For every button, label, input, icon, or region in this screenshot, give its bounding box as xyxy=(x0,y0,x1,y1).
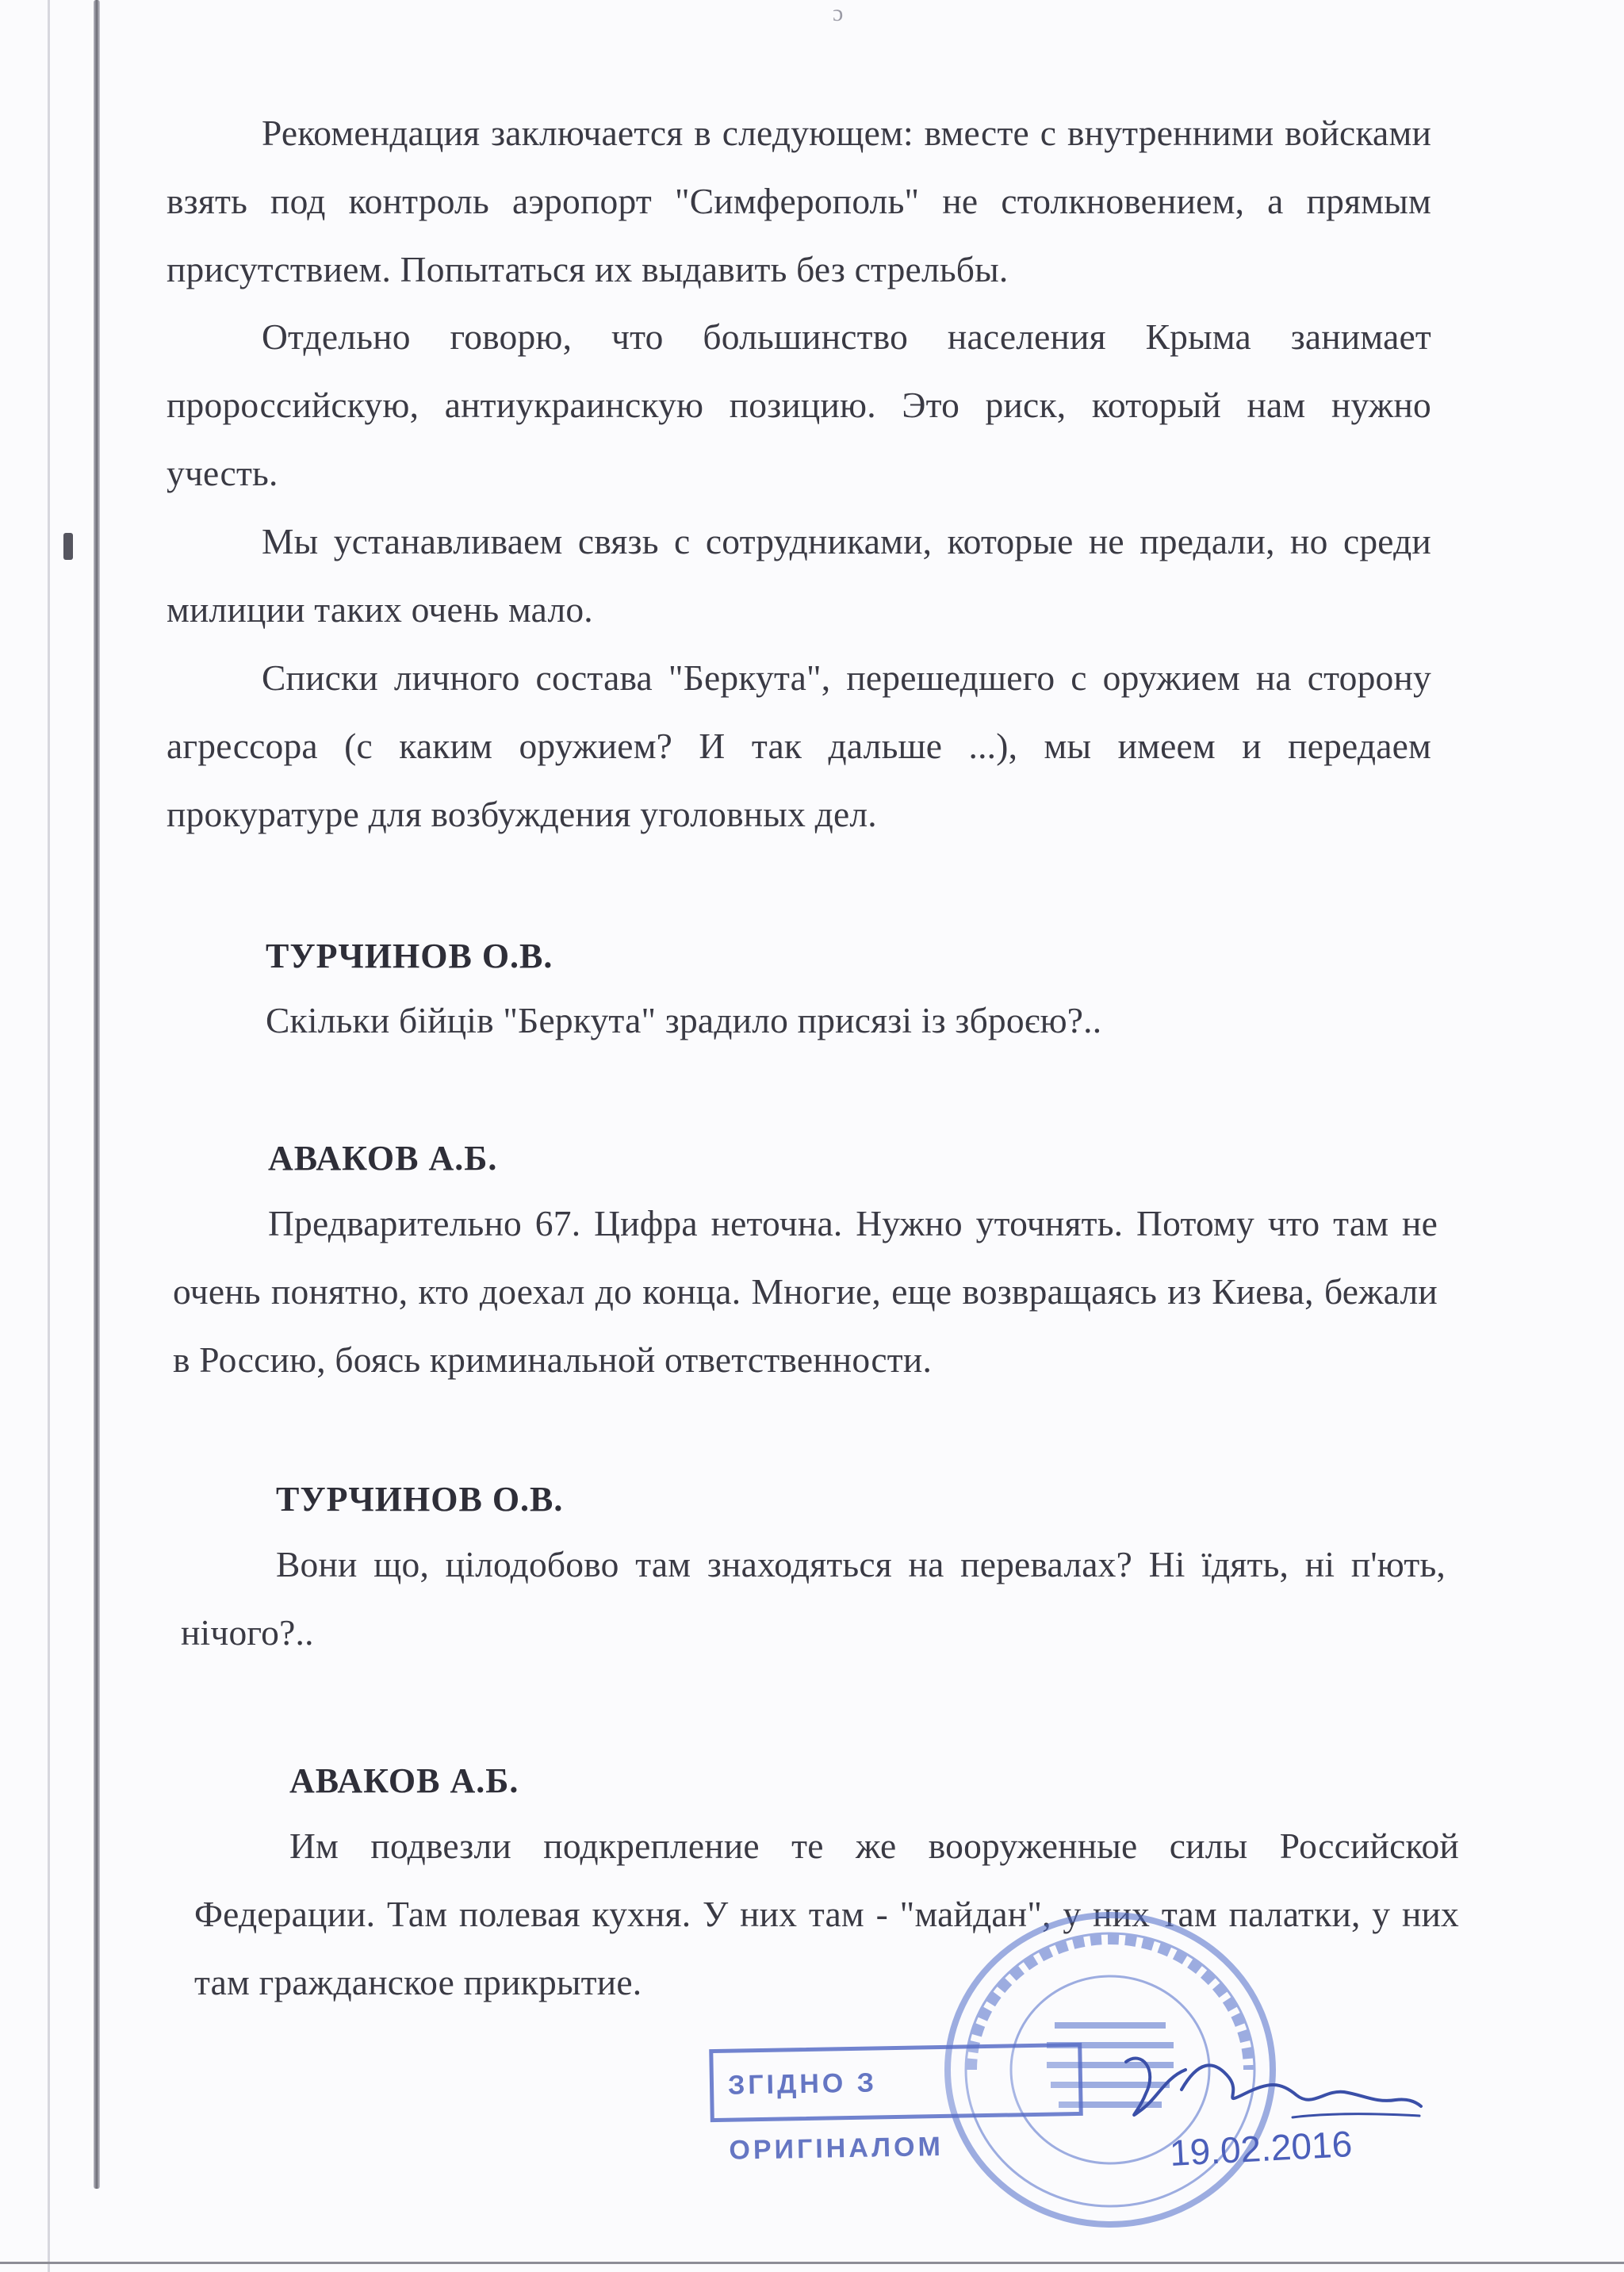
speech-avakov: Предварительно 67. Цифра неточна. Нужно уточнять. Потому что там не очень понятно, кто доехал до конца. Многие, еще возвращаясь из Киева, бежали в Россию, боясь криминальной ответственности. xyxy=(173,1203,1438,1380)
speaker-avakov: АВАКОВ А.Б. xyxy=(268,1139,498,1178)
stamp-date: 19.02.2016 xyxy=(1168,2123,1354,2174)
binding-edge-line xyxy=(94,0,100,2189)
speech-avakov: Им подвезли подкрепление те же вооруженные силы Российской Федерации. Там полевая кухня. У них там - "майдан", у них там палатки, у них там гражданское прикрытие. xyxy=(194,1826,1459,2002)
binding-edge-mark xyxy=(63,533,73,560)
speaker-turchynov: ТУРЧИНОВ О.В. xyxy=(276,1480,564,1519)
speaker-avakov: АВАКОВ А.Б. xyxy=(289,1761,519,1800)
speaker-turchynov: ТУРЧИНОВ О.В. xyxy=(266,937,553,975)
paragraph-recommendation: Рекомендация заключается в следующем: вместе с внутренними войсками взять под контроль аэропорт "Симферополь" не столкновением, а прямым присутствием. Попытаться их выдавить без стрельбы. xyxy=(167,113,1431,289)
page-top-mark: ɔ xyxy=(833,0,844,26)
certification-stamp: ЗГІДНО З ОРИГІНАЛОМ xyxy=(709,2043,1083,2122)
page-bottom-edge xyxy=(0,2262,1624,2264)
handwritten-signature xyxy=(1110,2046,1427,2133)
paragraph-berkut-lists: Списки личного состава "Беркута", перешедшего с оружием на сторону агрессора (с каким оружием? И так дальше ...), мы имеем и передаем прокуратуре для возбуждения уголовных дел. xyxy=(167,657,1431,834)
speech-turchynov: Скільки бійців "Беркута" зрадило присязі із зброєю?.. xyxy=(266,1000,1102,1040)
paragraph-contacts: Мы устанавливаем связь с сотрудниками, которые не предали, но среди милиции таких очень мало. xyxy=(167,521,1431,630)
paragraph-population: Отдельно говорю, что большинство населения Крыма занимает пророссийскую, антиукраинскую позицию. Это риск, который нам нужно учесть. xyxy=(167,316,1431,493)
scan-edge-shadow xyxy=(48,0,50,2272)
speech-turchynov: Вони що, цілодобово там знаходяться на перевалах? Ні їдять, ні п'ють, нічого?.. xyxy=(181,1544,1446,1653)
